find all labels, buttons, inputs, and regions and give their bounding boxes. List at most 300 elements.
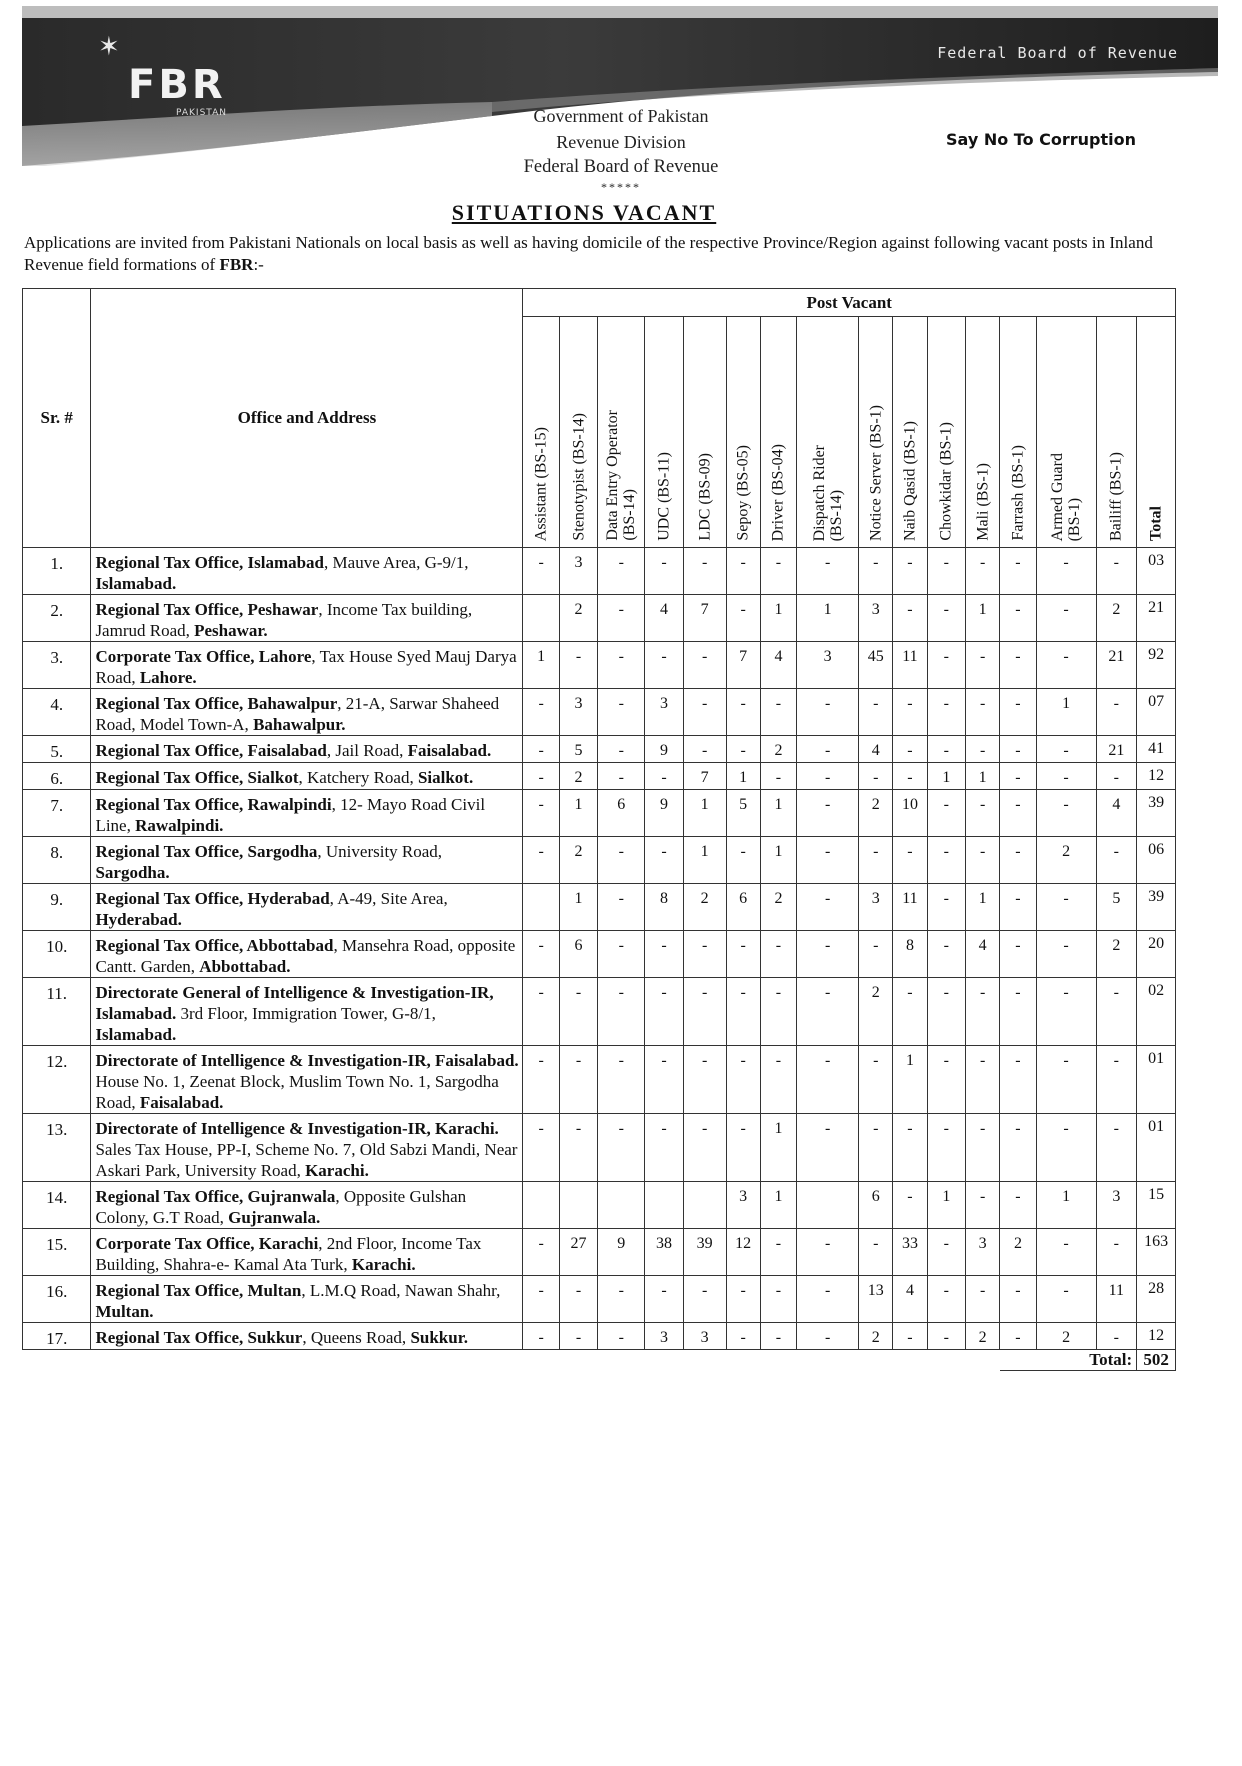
vacancy-count: - (927, 837, 965, 884)
vacancy-count: - (523, 689, 559, 736)
table-row (23, 790, 1176, 837)
vacancy-count: - (1096, 548, 1137, 595)
vacancy-count: 1 (559, 884, 597, 931)
vacancy-count (797, 1182, 859, 1229)
vacancy-count: - (966, 837, 1000, 884)
vacancy-count: - (683, 931, 726, 978)
column-header (523, 317, 559, 548)
office-city: Faisalabad. (407, 741, 492, 760)
table-row (23, 1276, 1176, 1323)
office-city: Karachi. (305, 1161, 369, 1180)
serial-number: 12. (23, 1046, 91, 1114)
vacancy-count: - (559, 1046, 597, 1114)
vacancy-count: - (726, 1114, 760, 1182)
vacancy-count: 3 (645, 1323, 683, 1350)
vacancy-count: - (1036, 1046, 1096, 1114)
office-address (91, 790, 523, 837)
vacancy-count: - (966, 1046, 1000, 1114)
vacancy-count: - (927, 790, 965, 837)
vacancy-count: - (598, 642, 645, 689)
vacancy-count: 1 (760, 1182, 796, 1229)
vacancy-count: - (598, 978, 645, 1046)
office-city: Islamabad. (95, 574, 177, 593)
column-header-label: Chowkidar (BS-1) (937, 422, 955, 541)
column-header-label: Notice Server (BS-1) (867, 405, 885, 541)
vacancy-count: - (927, 931, 965, 978)
emblem-icon: ✶ (98, 32, 120, 61)
office-name: Regional Tax Office, Peshawar (95, 600, 319, 619)
vacancy-count: - (645, 548, 683, 595)
table-body (23, 548, 1176, 1371)
column-header-label: Mali (BS-1) (974, 463, 992, 541)
vacancy-count: - (859, 1229, 893, 1276)
vacancy-count: - (598, 736, 645, 763)
vacancy-count: - (559, 1323, 597, 1350)
vacancy-count: - (559, 1114, 597, 1182)
vacancy-count: 10 (893, 790, 927, 837)
office-address-text: , Mansehra Road, opposite Cantt. Garden, (95, 936, 516, 976)
vacancy-count: - (1000, 931, 1036, 978)
vacancy-count: 9 (645, 736, 683, 763)
vacancy-count: - (645, 1114, 683, 1182)
office-address (91, 837, 523, 884)
vacancy-count: 21 (1096, 736, 1137, 763)
vacancy-count: - (797, 763, 859, 790)
vacancy-count: - (927, 642, 965, 689)
vacancy-count: - (797, 689, 859, 736)
vacancy-count: - (760, 689, 796, 736)
vacancy-count: - (523, 837, 559, 884)
vacancy-count: 1 (559, 790, 597, 837)
office-city: Abbottabad. (199, 957, 291, 976)
office-city: Multan. (95, 1302, 154, 1321)
office-address-text: , University Road, (317, 842, 443, 861)
office-address (91, 978, 523, 1046)
vacancy-count (683, 1182, 726, 1229)
vacancy-count: - (726, 1276, 760, 1323)
vacancy-count: 9 (598, 1229, 645, 1276)
office-city: Islamabad. (95, 1025, 177, 1044)
vacancy-count: - (966, 1182, 1000, 1229)
office-name: Corporate Tax Office, Lahore (95, 647, 312, 666)
vacancy-count: - (683, 689, 726, 736)
vacancy-count: 11 (1096, 1276, 1137, 1323)
vacancy-count: - (927, 978, 965, 1046)
vacancy-count: - (645, 978, 683, 1046)
gov-line-2: Revenue Division (556, 132, 686, 152)
serial-number: 6. (23, 763, 91, 790)
vacancy-count: 12 (726, 1229, 760, 1276)
vacancy-count: - (760, 548, 796, 595)
vacancy-count: - (927, 884, 965, 931)
vacancy-count: 3 (1096, 1182, 1137, 1229)
office-address (91, 884, 523, 931)
vacancy-count: - (598, 837, 645, 884)
serial-number: 5. (23, 736, 91, 763)
office-address-text: , L.M.Q Road, Nawan Shahr, (301, 1281, 501, 1300)
column-header (1036, 317, 1096, 548)
column-header (598, 317, 645, 548)
vacancy-count (559, 1182, 597, 1229)
office-name: Regional Tax Office, Bahawalpur (95, 694, 338, 713)
vacancy-count: 11 (893, 884, 927, 931)
vacancy-count: - (559, 978, 597, 1046)
vacancy-count: 2 (859, 978, 893, 1046)
vacancy-count: 6 (726, 884, 760, 931)
vacancy-count: - (893, 1114, 927, 1182)
sr-header: Sr. # (23, 289, 91, 548)
office-address (91, 1229, 523, 1276)
vacancy-count: 27 (559, 1229, 597, 1276)
vacancy-count: 2 (1036, 1323, 1096, 1350)
vacancy-count: - (726, 689, 760, 736)
table-row (23, 884, 1176, 931)
office-address-text: , Jail Road, (326, 741, 408, 760)
vacancy-count: - (683, 1046, 726, 1114)
vacancy-count: - (1000, 548, 1036, 595)
vacancy-count: 2 (1096, 595, 1137, 642)
office-address-text: Sales Tax House, PP-I, Scheme No. 7, Old Sabzi Mandi, Near Askari Park, University Road, (95, 1140, 518, 1180)
vacancy-count: - (1096, 978, 1137, 1046)
vacancy-count: - (645, 642, 683, 689)
fbr-logo-subtext: PAKISTAN (176, 108, 227, 118)
office-address-text: , Opposite Gulshan Colony, G.T Road, (95, 1187, 467, 1227)
vacancy-count: - (797, 1276, 859, 1323)
vacancy-count: 4 (760, 642, 796, 689)
vacancy-count: - (859, 931, 893, 978)
office-name: Corporate Tax Office, Karachi (95, 1234, 319, 1253)
vacancy-count: - (760, 931, 796, 978)
vacancy-count: - (1036, 595, 1096, 642)
vacancy-count: - (523, 978, 559, 1046)
intro-tail: :- (253, 255, 264, 274)
vacancy-count: 1 (893, 1046, 927, 1114)
office-name: Regional Tax Office, Hyderabad (95, 889, 330, 908)
vacancy-count: - (797, 931, 859, 978)
page-title: SITUATIONS VACANT (451, 200, 717, 225)
vacancy-count: - (760, 763, 796, 790)
grand-total-label: Total: (1000, 1350, 1137, 1371)
row-total: 12 (1137, 763, 1176, 790)
vacancy-count (523, 1182, 559, 1229)
table-row (23, 837, 1176, 884)
vacancy-count: - (966, 548, 1000, 595)
office-name: Directorate of Intelligence & Investigation-IR, Faisalabad. (95, 1051, 519, 1070)
vacancy-count: - (1000, 978, 1036, 1046)
vacancy-count: - (859, 548, 893, 595)
office-address (91, 1276, 523, 1323)
column-header (559, 317, 597, 548)
intro-text: Applications are invited from Pakistani Nationals on local basis as well as having domicile of the respective Province/Region against following vacant posts in Inland Revenue field formations of (24, 233, 1153, 274)
office-name: Regional Tax Office, Abbottabad (95, 936, 334, 955)
vacancy-count: 4 (859, 736, 893, 763)
vacancy-count: - (645, 1276, 683, 1323)
gov-line-3: Federal Board of Revenue (523, 157, 719, 177)
vacancy-count: 3 (859, 595, 893, 642)
vacancy-count (523, 595, 559, 642)
vacancy-count: 5 (726, 790, 760, 837)
vacancy-count: 7 (683, 595, 726, 642)
vacancy-count: - (893, 548, 927, 595)
vacancy-count: - (1036, 1276, 1096, 1323)
office-city: Rawalpindi. (135, 816, 224, 835)
office-address (91, 931, 523, 978)
office-address-text: , 2nd Floor, Income Tax Building, Shahra-e- Kamal Ata Turk, (95, 1234, 482, 1274)
office-city: Peshawar. (194, 621, 268, 640)
gov-line-1: Government of Pakistan (533, 106, 709, 126)
vacancy-count: - (1096, 689, 1137, 736)
vacancy-count: - (966, 736, 1000, 763)
vacancy-count: 39 (683, 1229, 726, 1276)
vacancy-count: - (523, 763, 559, 790)
column-header-label: LDC (BS-09) (696, 453, 714, 541)
serial-number: 4. (23, 689, 91, 736)
vacancy-count: - (760, 1229, 796, 1276)
vacancy-count: - (966, 1276, 1000, 1323)
office-address-text: , Queens Road, (302, 1328, 411, 1347)
column-header (645, 317, 683, 548)
office-city: Bahawalpur. (253, 715, 346, 734)
office-name: Regional Tax Office, Sialkot (95, 768, 299, 787)
vacancy-count: - (760, 1046, 796, 1114)
vacancy-count: - (893, 736, 927, 763)
vacancy-count: - (683, 548, 726, 595)
office-address (91, 736, 523, 763)
office-city: Lahore. (139, 668, 197, 687)
vacancy-count: - (760, 978, 796, 1046)
vacancy-count: - (683, 1114, 726, 1182)
vacancy-count: - (683, 642, 726, 689)
serial-number: 9. (23, 884, 91, 931)
vacancy-count: - (1000, 1276, 1036, 1323)
vacancy-count: 21 (1096, 642, 1137, 689)
vacancy-count: - (859, 689, 893, 736)
column-header (760, 317, 796, 548)
vacancy-count: - (927, 1276, 965, 1323)
vacancy-count: - (523, 1114, 559, 1182)
office-address-text: , Katchery Road, (298, 768, 418, 787)
office-city: Karachi. (351, 1255, 416, 1274)
vacancy-count: - (1000, 736, 1036, 763)
column-header-label: Total (1147, 506, 1165, 541)
office-address (91, 1182, 523, 1229)
vacancy-count: - (1036, 1229, 1096, 1276)
vacancy-count: 1 (966, 763, 1000, 790)
banner-org-name: Federal Board of Revenue (937, 44, 1178, 62)
vacancy-count: - (598, 1276, 645, 1323)
office-address-text: 3rd Floor, Immigration Tower, G-8/1, (176, 1004, 436, 1023)
vacancy-count: 7 (683, 763, 726, 790)
vacancy-count: - (797, 1229, 859, 1276)
vacancy-count: - (893, 595, 927, 642)
vacancy-count: - (1000, 884, 1036, 931)
table-row (23, 978, 1176, 1046)
vacancy-count: 5 (1096, 884, 1137, 931)
vacancy-count: - (598, 1046, 645, 1114)
vacancy-count: - (598, 884, 645, 931)
vacancy-count: - (1036, 1114, 1096, 1182)
vacancy-count: - (683, 736, 726, 763)
office-city: Faisalabad. (139, 1093, 224, 1112)
vacancy-count: - (893, 689, 927, 736)
column-header-label: Naib Qasid (BS-1) (901, 421, 919, 541)
vacancy-count: - (1000, 689, 1036, 736)
column-header (1137, 317, 1176, 548)
column-header-label: Armed Guard (BS-1) (1049, 452, 1084, 541)
serial-number: 13. (23, 1114, 91, 1182)
vacancy-count: - (797, 1046, 859, 1114)
table-row (23, 931, 1176, 978)
vacancy-count: 1 (760, 1114, 796, 1182)
vacancy-count: - (1036, 642, 1096, 689)
office-address-text: , A-49, Site Area, (329, 889, 448, 908)
vacancy-count: 5 (559, 736, 597, 763)
vacancy-count: - (1036, 790, 1096, 837)
vacancy-count: - (927, 1323, 965, 1350)
vacancy-count: - (726, 548, 760, 595)
serial-number: 2. (23, 595, 91, 642)
stars-divider: ***** (601, 180, 641, 194)
serial-number: 14. (23, 1182, 91, 1229)
vacancy-count: - (927, 1046, 965, 1114)
column-header-label: Driver (BS-04) (769, 443, 787, 541)
office-address-text: , Income Tax building, Jamrud Road, (95, 600, 473, 640)
vacancy-count: 1 (966, 595, 1000, 642)
vacancy-count: 7 (726, 642, 760, 689)
row-total: 21 (1137, 595, 1176, 642)
vacancy-count: 2 (559, 837, 597, 884)
vacancy-count: 1 (760, 790, 796, 837)
serial-number: 7. (23, 790, 91, 837)
intro-bold: FBR (219, 255, 254, 274)
vacancy-count: 11 (893, 642, 927, 689)
vacancy-count (645, 1182, 683, 1229)
serial-number: 17. (23, 1323, 91, 1350)
vacancy-count: 4 (645, 595, 683, 642)
office-city: Sukkur. (410, 1328, 468, 1347)
vacancy-count: - (645, 931, 683, 978)
intro-paragraph (24, 232, 1184, 276)
row-total: 03 (1137, 548, 1176, 595)
vacancy-count: - (645, 763, 683, 790)
office-name: Regional Tax Office, Gujranwala (95, 1187, 336, 1206)
office-address (91, 689, 523, 736)
serial-number: 15. (23, 1229, 91, 1276)
column-header-label: Stenotypist (BS-14) (570, 413, 588, 541)
table-row (23, 1229, 1176, 1276)
vacancy-count: - (927, 548, 965, 595)
vacancy-count: - (1000, 1182, 1036, 1229)
office-address (91, 1046, 523, 1114)
vacancy-count: 3 (683, 1323, 726, 1350)
column-header (859, 317, 893, 548)
office-address-text: , Tax House Syed Mauj Darya Road, (95, 647, 517, 687)
vacancy-count: 3 (559, 689, 597, 736)
vacancy-count: - (726, 1323, 760, 1350)
office-city: Sialkot. (417, 768, 474, 787)
column-header (726, 317, 760, 548)
vacancy-count: 3 (797, 642, 859, 689)
vacancy-count: - (598, 931, 645, 978)
vacancy-count: 8 (645, 884, 683, 931)
grand-total-row (23, 1350, 1176, 1371)
row-total: 163 (1137, 1229, 1176, 1276)
vacancy-count: 2 (859, 790, 893, 837)
vacancy-table (22, 288, 1176, 1371)
vacancy-count: - (726, 595, 760, 642)
vacancy-count: - (927, 689, 965, 736)
vacancy-count: - (797, 790, 859, 837)
post-vacant-header: Post Vacant (523, 289, 1176, 317)
table-row (23, 1046, 1176, 1114)
vacancy-count: 1 (797, 595, 859, 642)
table-row (23, 548, 1176, 595)
vacancy-count: - (1096, 1046, 1137, 1114)
row-total: 41 (1137, 736, 1176, 763)
column-header-label: Bailiff (BS-1) (1107, 451, 1125, 541)
row-total: 12 (1137, 1323, 1176, 1350)
vacancy-count: - (797, 548, 859, 595)
vacancy-count: 2 (559, 595, 597, 642)
vacancy-count: 1 (1036, 689, 1096, 736)
vacancy-count: - (797, 736, 859, 763)
vacancy-count: - (893, 837, 927, 884)
vacancy-count: - (1036, 548, 1096, 595)
vacancy-count: - (1000, 595, 1036, 642)
vacancy-count: 2 (760, 736, 796, 763)
vacancy-count: - (797, 1323, 859, 1350)
office-city: Sargodha. (95, 863, 170, 882)
vacancy-count: 1 (927, 763, 965, 790)
office-address-text: House No. 1, Zeenat Block, Muslim Town No. 1, Sargodha Road, (95, 1072, 499, 1112)
vacancy-count: 1 (683, 790, 726, 837)
vacancy-count: - (683, 1276, 726, 1323)
vacancy-count: - (1036, 978, 1096, 1046)
serial-number: 11. (23, 978, 91, 1046)
vacancy-count: 2 (1000, 1229, 1036, 1276)
row-total: 39 (1137, 884, 1176, 931)
vacancy-count: - (726, 978, 760, 1046)
office-name: Regional Tax Office, Faisalabad (95, 741, 327, 760)
vacancy-count: - (927, 736, 965, 763)
vacancy-count: - (726, 736, 760, 763)
row-total: 06 (1137, 837, 1176, 884)
vacancy-count: - (797, 837, 859, 884)
vacancy-count: 2 (859, 1323, 893, 1350)
office-city: Gujranwala. (228, 1208, 321, 1227)
vacancy-count: 1 (1036, 1182, 1096, 1229)
vacancy-count: - (966, 978, 1000, 1046)
fbr-logo-text: FBR (128, 62, 226, 108)
vacancy-count: 33 (893, 1229, 927, 1276)
vacancy-count: - (598, 548, 645, 595)
vacancy-count: - (598, 1323, 645, 1350)
column-header (966, 317, 1000, 548)
vacancy-count: - (927, 595, 965, 642)
row-total: 01 (1137, 1046, 1176, 1114)
vacancy-count: - (1000, 763, 1036, 790)
vacancy-count: - (523, 790, 559, 837)
vacancy-count: - (859, 763, 893, 790)
serial-number: 1. (23, 548, 91, 595)
row-total: 02 (1137, 978, 1176, 1046)
office-name: Regional Tax Office, Sukkur (95, 1328, 303, 1347)
office-address-text: , 12- Mayo Road Civil Line, (95, 795, 486, 835)
office-address (91, 642, 523, 689)
office-name: Regional Tax Office, Sargodha (95, 842, 318, 861)
column-header (797, 317, 859, 548)
vacancy-count: - (1096, 1323, 1137, 1350)
